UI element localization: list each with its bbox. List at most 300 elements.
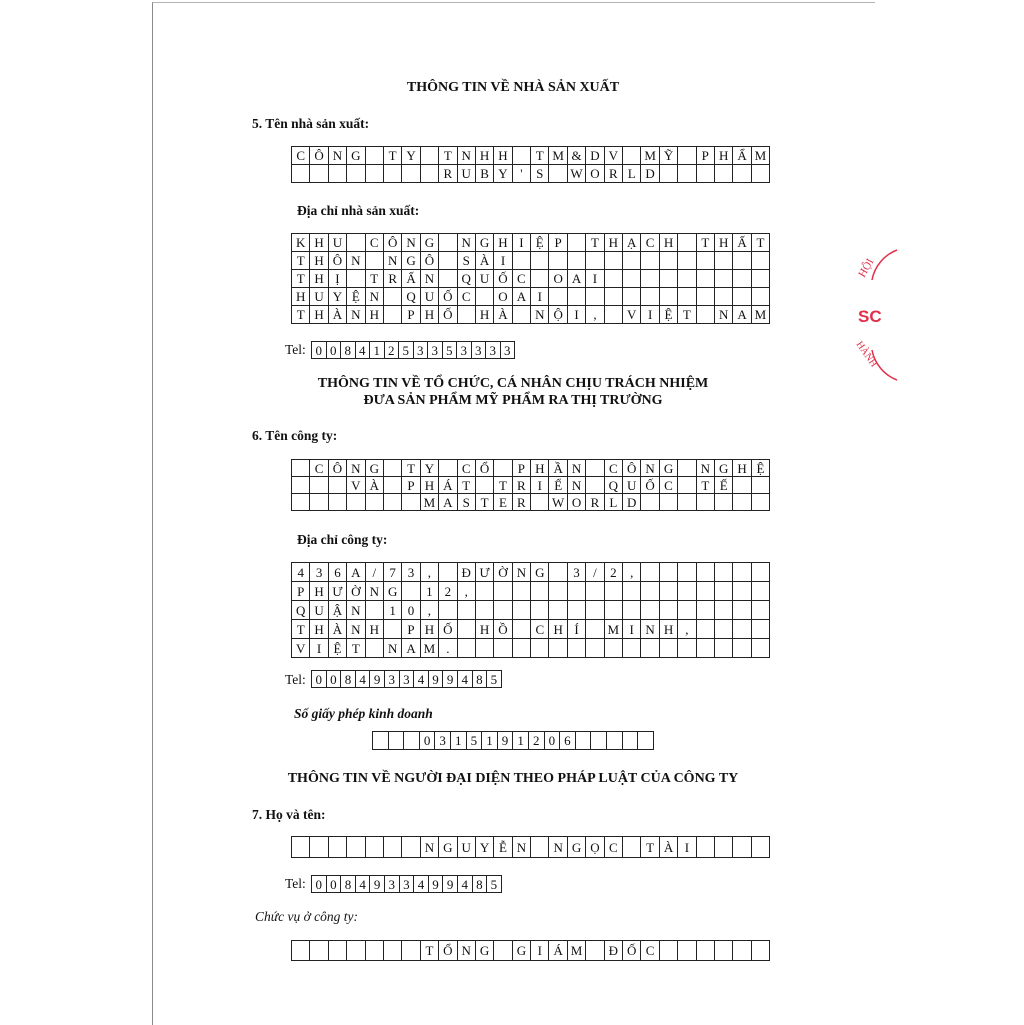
- grid-cell: D: [641, 165, 659, 183]
- grid-cell: [641, 563, 659, 582]
- grid-cell: Ẩ: [733, 147, 751, 165]
- grid-cell: R: [384, 270, 402, 288]
- grid-cell: 5: [467, 732, 483, 750]
- grid-cell: [384, 306, 402, 324]
- grid-cell: [678, 563, 696, 582]
- grid-cell: Ô: [421, 252, 439, 270]
- grid-cell: [310, 494, 328, 511]
- grid-cell: [752, 582, 770, 601]
- grid-cell: 3: [400, 876, 415, 893]
- grid-cell: [607, 732, 623, 750]
- grid-cell: R: [439, 165, 457, 183]
- grid-cell: V: [292, 639, 310, 658]
- company-address-grid: [291, 562, 770, 658]
- grid-cell: [660, 494, 678, 511]
- grid-cell: Ậ: [329, 601, 347, 620]
- grid-cell: [733, 270, 751, 288]
- grid-cell: T: [292, 620, 310, 639]
- grid-cell: [623, 732, 639, 750]
- grid-cell: N: [347, 306, 365, 324]
- grid-cell: Ồ: [494, 620, 512, 639]
- grid-cell: N: [513, 563, 531, 582]
- grid-cell: 0: [312, 876, 327, 893]
- grid-cell: M: [752, 306, 770, 324]
- representative-tel-label: Tel:: [285, 876, 306, 891]
- grid-cell: [421, 147, 439, 165]
- grid-cell: T: [347, 639, 365, 658]
- grid-cell: [733, 252, 751, 270]
- grid-cell: [715, 563, 733, 582]
- grid-cell: .: [439, 639, 457, 658]
- grid-cell: [752, 288, 770, 306]
- grid-cell: [678, 601, 696, 620]
- grid-cell: H: [310, 306, 328, 324]
- grid-cell: [329, 165, 347, 183]
- grid-cell: /: [586, 563, 604, 582]
- grid-cell: Ư: [476, 563, 494, 582]
- grid-cell: 6: [329, 563, 347, 582]
- grid-cell: ,: [623, 563, 641, 582]
- grid-cell: 5: [487, 876, 502, 893]
- grid-cell: 3: [428, 342, 443, 359]
- grid-cell: Q: [458, 270, 476, 288]
- grid-cell: M: [752, 147, 770, 165]
- grid-cell: Ố: [439, 288, 457, 306]
- grid-cell: [494, 582, 512, 601]
- grid-cell: [715, 941, 733, 961]
- grid-cell: C: [292, 147, 310, 165]
- grid-cell: I: [531, 288, 549, 306]
- grid-cell: T: [292, 252, 310, 270]
- grid-cell: [623, 639, 641, 658]
- grid-cell: N: [458, 941, 476, 961]
- grid-cell: [591, 732, 607, 750]
- grid-cell: N: [402, 234, 420, 252]
- grid-cell: G: [421, 234, 439, 252]
- grid-cell: C: [641, 941, 659, 961]
- grid-cell: Ố: [439, 620, 457, 639]
- grid-cell: [292, 837, 310, 858]
- grid-cell: [586, 601, 604, 620]
- grid-cell: 1: [421, 582, 439, 601]
- grid-cell: [697, 582, 715, 601]
- grid-cell: Đ: [605, 941, 623, 961]
- grid-cell: [329, 837, 347, 858]
- grid-cell: [641, 582, 659, 601]
- grid-cell: [733, 941, 751, 961]
- grid-cell: N: [329, 147, 347, 165]
- grid-cell: [310, 941, 328, 961]
- grid-cell: Ờ: [494, 563, 512, 582]
- grid-cell: [458, 601, 476, 620]
- grid-cell: [605, 288, 623, 306]
- grid-cell: [697, 306, 715, 324]
- grid-cell: N: [715, 306, 733, 324]
- grid-cell: [733, 837, 751, 858]
- grid-cell: G: [384, 582, 402, 601]
- grid-cell: [366, 252, 384, 270]
- grid-cell: 3: [400, 671, 415, 688]
- grid-cell: H: [476, 620, 494, 639]
- grid-cell: [697, 494, 715, 511]
- grid-cell: Ạ: [623, 234, 641, 252]
- grid-cell: P: [402, 477, 420, 494]
- grid-cell: H: [494, 147, 512, 165]
- grid-cell: 8: [341, 671, 356, 688]
- grid-cell: ,: [421, 563, 439, 582]
- grid-cell: [494, 460, 512, 477]
- grid-cell: 0: [312, 671, 327, 688]
- grid-cell: 3: [414, 342, 429, 359]
- grid-cell: [678, 941, 696, 961]
- grid-cell: [678, 582, 696, 601]
- grid-cell: [568, 234, 586, 252]
- grid-cell: [439, 234, 457, 252]
- grid-cell: [586, 460, 604, 477]
- grid-cell: Ấ: [402, 270, 420, 288]
- grid-cell: Ệ: [752, 460, 770, 477]
- grid-cell: [678, 147, 696, 165]
- grid-cell: V: [623, 306, 641, 324]
- grid-cell: N: [384, 252, 402, 270]
- grid-cell: 0: [327, 876, 342, 893]
- grid-cell: [641, 494, 659, 511]
- grid-cell: [402, 941, 420, 961]
- section-title-responsible-org-2: ĐƯA SẢN PHẨM MỸ PHẨM RA THỊ TRƯỜNG: [363, 393, 663, 408]
- grid-cell: [458, 620, 476, 639]
- grid-cell: [513, 620, 531, 639]
- grid-cell: [458, 639, 476, 658]
- grid-cell: [531, 837, 549, 858]
- grid-cell: M: [605, 620, 623, 639]
- stamp-text-2: SC: [858, 307, 882, 326]
- grid-cell: 9: [370, 671, 385, 688]
- grid-cell: [329, 494, 347, 511]
- grid-cell: O: [494, 288, 512, 306]
- grid-cell: [641, 601, 659, 620]
- grid-cell: [697, 288, 715, 306]
- grid-cell: [678, 477, 696, 494]
- grid-cell: [733, 582, 751, 601]
- grid-cell: 1: [370, 342, 385, 359]
- grid-cell: N: [568, 477, 586, 494]
- grid-cell: 3: [385, 671, 400, 688]
- grid-cell: 8: [473, 671, 488, 688]
- section-title-manufacturer: THÔNG TIN VỀ NHÀ SẢN XUẤT: [406, 80, 620, 95]
- grid-cell: [623, 147, 641, 165]
- grid-cell: 4: [414, 876, 429, 893]
- grid-cell: [549, 563, 567, 582]
- grid-cell: [623, 270, 641, 288]
- grid-cell: 5: [487, 671, 502, 688]
- grid-cell: ,: [458, 582, 476, 601]
- grid-cell: [697, 165, 715, 183]
- grid-cell: H: [660, 620, 678, 639]
- grid-cell: [402, 837, 420, 858]
- grid-cell: I: [568, 306, 586, 324]
- grid-cell: I: [494, 252, 512, 270]
- grid-cell: [660, 639, 678, 658]
- grid-cell: 4: [292, 563, 310, 582]
- grid-cell: N: [531, 306, 549, 324]
- grid-cell: V: [605, 147, 623, 165]
- stamp-text-1: HỘI: [856, 256, 877, 280]
- grid-cell: A: [733, 306, 751, 324]
- grid-cell: [439, 252, 457, 270]
- grid-cell: N: [366, 288, 384, 306]
- grid-cell: 3: [486, 342, 501, 359]
- grid-cell: [660, 941, 678, 961]
- grid-cell: T: [421, 941, 439, 961]
- grid-cell: [476, 582, 494, 601]
- grid-cell: T: [476, 494, 494, 511]
- grid-cell: [347, 234, 365, 252]
- grid-cell: H: [549, 620, 567, 639]
- company-address-label: Địa chỉ công ty:: [297, 532, 388, 547]
- grid-cell: M: [568, 941, 586, 961]
- grid-cell: [476, 477, 494, 494]
- grid-cell: [678, 270, 696, 288]
- grid-cell: 3: [568, 563, 586, 582]
- grid-cell: [715, 620, 733, 639]
- grid-cell: 1: [482, 732, 498, 750]
- grid-cell: [329, 941, 347, 961]
- grid-cell: N: [421, 270, 439, 288]
- grid-cell: G: [476, 234, 494, 252]
- grid-cell: T: [384, 147, 402, 165]
- grid-cell: [549, 639, 567, 658]
- grid-cell: C: [458, 460, 476, 477]
- grid-cell: Ễ: [494, 837, 512, 858]
- grid-cell: [697, 563, 715, 582]
- grid-cell: 4: [458, 671, 473, 688]
- grid-cell: [389, 732, 405, 750]
- grid-cell: I: [531, 477, 549, 494]
- grid-cell: Ô: [310, 147, 328, 165]
- grid-cell: O: [568, 494, 586, 511]
- grid-cell: N: [458, 234, 476, 252]
- grid-cell: [402, 165, 420, 183]
- grid-cell: [605, 270, 623, 288]
- grid-cell: I: [531, 941, 549, 961]
- grid-cell: 0: [327, 342, 342, 359]
- grid-cell: 0: [312, 342, 327, 359]
- grid-cell: À: [660, 837, 678, 858]
- grid-cell: Ệ: [347, 288, 365, 306]
- grid-cell: 7: [384, 563, 402, 582]
- grid-cell: Ộ: [549, 306, 567, 324]
- grid-cell: 1: [384, 601, 402, 620]
- grid-cell: À: [476, 252, 494, 270]
- grid-cell: T: [531, 147, 549, 165]
- grid-cell: [404, 732, 420, 750]
- grid-cell: [494, 601, 512, 620]
- grid-cell: T: [641, 837, 659, 858]
- grid-cell: P: [513, 460, 531, 477]
- grid-cell: H: [366, 306, 384, 324]
- grid-cell: [660, 582, 678, 601]
- grid-cell: Ổ: [439, 941, 457, 961]
- grid-cell: À: [329, 306, 347, 324]
- grid-cell: [752, 639, 770, 658]
- grid-cell: 8: [341, 342, 356, 359]
- grid-cell: [697, 270, 715, 288]
- grid-cell: [476, 639, 494, 658]
- grid-cell: [439, 601, 457, 620]
- grid-cell: [678, 288, 696, 306]
- grid-cell: 6: [560, 732, 576, 750]
- grid-cell: [292, 494, 310, 511]
- grid-cell: [586, 620, 604, 639]
- grid-cell: 3: [435, 732, 451, 750]
- grid-cell: ,: [678, 620, 696, 639]
- grid-cell: V: [347, 477, 365, 494]
- grid-cell: [347, 270, 365, 288]
- grid-cell: [402, 494, 420, 511]
- grid-cell: C: [513, 270, 531, 288]
- grid-cell: [531, 270, 549, 288]
- grid-cell: Ọ: [586, 837, 604, 858]
- grid-cell: N: [568, 460, 586, 477]
- grid-cell: H: [310, 620, 328, 639]
- grid-cell: [733, 477, 751, 494]
- grid-cell: Ờ: [347, 582, 365, 601]
- grid-cell: C: [605, 837, 623, 858]
- grid-cell: [366, 639, 384, 658]
- grid-cell: [715, 165, 733, 183]
- grid-cell: Ầ: [549, 460, 567, 477]
- grid-cell: G: [513, 941, 531, 961]
- grid-cell: H: [605, 234, 623, 252]
- grid-cell: [678, 165, 696, 183]
- company-tel-label: Tel:: [285, 672, 306, 687]
- grid-cell: [586, 582, 604, 601]
- grid-cell: Q: [605, 477, 623, 494]
- grid-cell: Ô: [329, 460, 347, 477]
- position-grid: [291, 940, 770, 961]
- business-license-label: Số giấy phép kinh doanh: [294, 706, 433, 721]
- grid-cell: [623, 601, 641, 620]
- grid-cell: [347, 837, 365, 858]
- grid-cell: [373, 732, 389, 750]
- grid-cell: E: [494, 494, 512, 511]
- grid-cell: P: [697, 147, 715, 165]
- grid-cell: 2: [439, 582, 457, 601]
- grid-cell: Q: [402, 288, 420, 306]
- grid-cell: 0: [420, 732, 436, 750]
- grid-cell: Ể: [549, 477, 567, 494]
- grid-cell: N: [513, 837, 531, 858]
- grid-cell: Y: [476, 837, 494, 858]
- grid-cell: Ố: [494, 270, 512, 288]
- grid-cell: [733, 639, 751, 658]
- grid-cell: H: [366, 620, 384, 639]
- grid-cell: [697, 601, 715, 620]
- grid-cell: [623, 288, 641, 306]
- grid-cell: T: [366, 270, 384, 288]
- grid-cell: [347, 165, 365, 183]
- grid-cell: 0: [327, 671, 342, 688]
- grid-cell: R: [605, 165, 623, 183]
- grid-cell: H: [476, 306, 494, 324]
- grid-cell: 3: [457, 342, 472, 359]
- grid-cell: [384, 477, 402, 494]
- grid-cell: [347, 494, 365, 511]
- grid-cell: U: [458, 165, 476, 183]
- grid-cell: [549, 165, 567, 183]
- grid-cell: [384, 494, 402, 511]
- grid-cell: 4: [356, 876, 371, 893]
- grid-cell: Ị: [329, 270, 347, 288]
- grid-cell: R: [586, 494, 604, 511]
- grid-cell: [366, 147, 384, 165]
- grid-cell: [697, 941, 715, 961]
- grid-cell: 0: [545, 732, 561, 750]
- grid-cell: N: [384, 639, 402, 658]
- grid-cell: [366, 165, 384, 183]
- grid-cell: Ô: [623, 460, 641, 477]
- grid-cell: N: [347, 601, 365, 620]
- full-name-grid: [291, 836, 770, 858]
- grid-cell: [586, 477, 604, 494]
- grid-cell: [402, 582, 420, 601]
- grid-cell: [549, 582, 567, 601]
- grid-cell: 3: [501, 342, 516, 359]
- grid-cell: 4: [458, 876, 473, 893]
- grid-cell: T: [697, 477, 715, 494]
- grid-cell: À: [494, 306, 512, 324]
- grid-cell: [586, 941, 604, 961]
- grid-cell: T: [586, 234, 604, 252]
- grid-cell: G: [366, 460, 384, 477]
- grid-cell: [752, 601, 770, 620]
- grid-cell: H: [733, 460, 751, 477]
- grid-cell: [605, 601, 623, 620]
- grid-cell: Ấ: [733, 234, 751, 252]
- grid-cell: S: [458, 252, 476, 270]
- grid-cell: [476, 601, 494, 620]
- grid-cell: Ố: [641, 477, 659, 494]
- grid-cell: [568, 582, 586, 601]
- grid-cell: [678, 234, 696, 252]
- grid-cell: W: [549, 494, 567, 511]
- grid-cell: 9: [498, 732, 514, 750]
- grid-cell: 1: [513, 732, 529, 750]
- grid-cell: 9: [429, 876, 444, 893]
- grid-cell: Ỹ: [660, 147, 678, 165]
- grid-cell: I: [586, 270, 604, 288]
- grid-cell: U: [458, 837, 476, 858]
- grid-cell: 3: [402, 563, 420, 582]
- grid-cell: 5: [443, 342, 458, 359]
- grid-cell: N: [347, 620, 365, 639]
- grid-cell: H: [660, 234, 678, 252]
- grid-cell: [458, 306, 476, 324]
- grid-cell: G: [402, 252, 420, 270]
- grid-cell: [347, 941, 365, 961]
- grid-cell: M: [421, 639, 439, 658]
- grid-cell: N: [641, 460, 659, 477]
- grid-cell: [733, 288, 751, 306]
- grid-cell: A: [439, 494, 457, 511]
- grid-cell: [752, 941, 770, 961]
- grid-cell: H: [531, 460, 549, 477]
- grid-cell: Ố: [439, 306, 457, 324]
- grid-cell: [531, 252, 549, 270]
- grid-cell: C: [641, 234, 659, 252]
- grid-cell: G: [476, 941, 494, 961]
- grid-cell: [366, 837, 384, 858]
